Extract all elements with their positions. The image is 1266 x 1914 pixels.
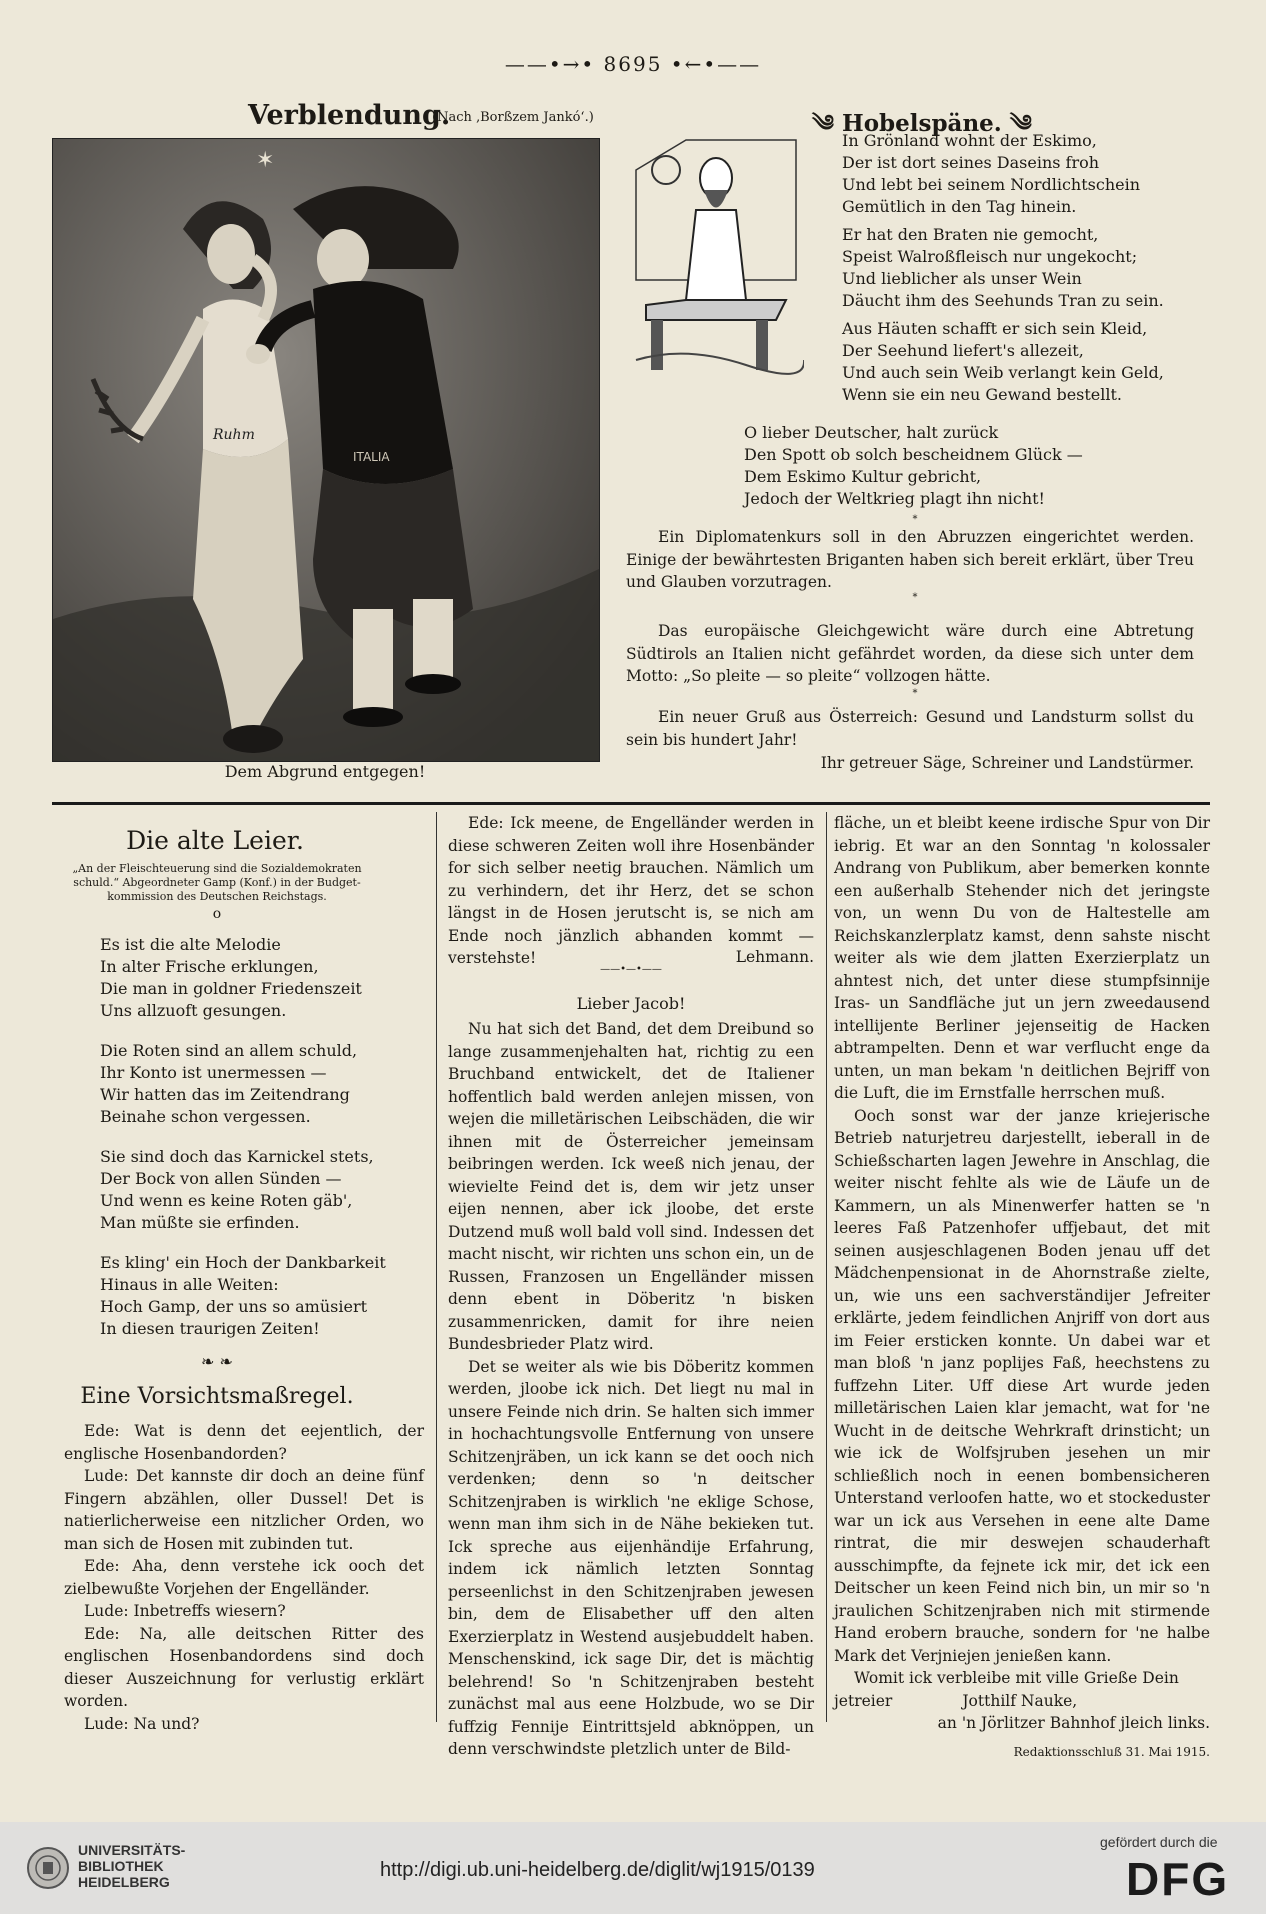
hobel-stanza-3	[842, 318, 1212, 406]
redaktionsschluss: Redaktionsschluß 31. Mai 1915.	[1013, 1744, 1210, 1759]
vorsicht-title: Eine Vorsichtsmaßregel.	[80, 1384, 354, 1409]
hobel-stanza-1	[842, 130, 1212, 218]
uni-line-2: BIBLIOTHEK	[78, 1858, 164, 1874]
dialogue-line: Ede: Aha, denn verstehe ick ooch det zielbewußte Vorjehen der Engelländer.	[64, 1557, 424, 1598]
dialogue-line: Lude: Na und?	[84, 1714, 200, 1733]
verse-line: Sie sind doch das Karnickel stets,	[100, 1147, 374, 1166]
uni-line-3: HEIDELBERG	[78, 1874, 170, 1890]
verse-line: Aus Häuten schafft er sich sein Kleid,	[842, 319, 1148, 338]
letter-paragraph: Ooch sonst war der janze kriejerische Betrieb naturjetreu darjestellt, ieberall in de Schießscharten lagen Jewehre in Anschlag, die weiter nischt fehlte als wie de Läufe un de Kammern, un als Minenwerfer hatten se 'n leeres Faß Patzenhofer uffjebaut, det mit seinen ausjeschlagenen Boden jenau uff det Mädchenpensionat in de Ahornstraße zielte, un, wie uns een sachverständijer Jefreiter erklärte, jedem feindlichen Anjriff von dort aus im Feier ersticken konnte. Un dabei war et man bloß 'n janz poplijes Faß, heechstens zu fuffzehn Liter. Uff diese Art wurde jeden milletärischen Laien klar jemacht, wat for 'ne Wucht in de deitsche Wehrkraft drinsticht; un wie ick de Wolfsjruben jesehen un mir schließlich noch in eenen bombensicheren Unterstand verloofen hatte, wo et stockeduster war un ick aus Versehen in eene alte Dame rintrat, die mir deswejen schauderhaft ausschimpfte, da fejnete ick mir, det ick een Deitscher un keen Feind nich bin, un mir so 'n jraulichen Schitzenjraben nich mit stirmende Hand erobern brauche, sondern for 'ne halbe Mark det Verjniejen jenießen kann.	[834, 1106, 1210, 1665]
vorsicht-author: Lehmann.	[735, 948, 814, 966]
leier-stanza-1	[100, 934, 380, 1022]
verse-line: In diesen traurigen Zeiten!	[100, 1319, 320, 1338]
letter-paragraph: Det se weiter als wie bis Döberitz kommen werden, jloobe ick nich. Det liegt nu mal in unsere Feinde nich drin. Se halten sich immer in hochachtungsvolle Entfernung von unsere Schitzenjräben, un ick kann se det ooch nich verdenken; denn so 'n deitscher Schitzenjraben is wirklich 'ne eklige Schose, wenn man ihm sich in de Nähe bekieken tut. Ick spreche aus eijenhändije Erfahrung, indem ick nämlich letzten Sonntag perseenlichst in den Schitzenjraben jewesen bin, dem de Elisabether uff den alten Exerzierplatz in Westend ausjebuddelt haben. Menschenskind, ick sage Dir, det is mächtig belehrend! So 'n Schitzenjraben besteht zunächst mal aus eene Holzbude, wo se Dir fuffzig Fennije Eintrittsjeld abknöppen, un denn verschwindste pletzlich unter de Bild-	[448, 1357, 814, 1758]
hobel-para-2: Das europäische Gleichgewicht wäre durch eine Abtretung Südtirols an Italien nicht gefährdet worden, da diese sich unter dem Motto: „So pleite — so pleite“ vollzogen hätte.	[626, 622, 1194, 685]
separator-star: *	[912, 592, 918, 603]
dialogue-line: Lude: Det kannste dir doch an deine fünf Fingern abzählen, oller Dussel! Det is natierlicherweise een nitzlicher Orden, wo man sich de Hosen mit zubinden tut.	[64, 1467, 424, 1553]
letter-address: an 'n Jörlitzer Bahnhof jleich links.	[937, 1714, 1210, 1732]
letter-paragraph: fläche, un et bleibt keene irdische Spur von Dir iebrig. Et war an den Sonntag 'n kolossaler Andrang von Publikum, aber bemerken konnte een außerhalb Stehender nich det jeringste von, un wenn Du von de Haltestelle am Reichskanzlerplatz kamst, denn sahste nischt weiter als wie dem jlatten Exerzierplatz un ahntest nich, det unter diese stumpfsinnije Iras- un Sandfläche jut un jern zweedausend intellijente Berliner jejenseitig de Hacken abtrampelten. Denn et war verflucht enge da unten, un man bekam 'n deitlichen Bejriff von die Luft, die im Ernstfalle herrschen muß.	[834, 814, 1210, 1102]
verse-line: In alter Frische erklungen,	[100, 957, 319, 976]
leier-stanza-2	[100, 1040, 380, 1128]
carpenter-vignette	[626, 130, 804, 380]
verse-line: In Grönland wohnt der Eskimo,	[842, 131, 1097, 150]
leier-epigraph: „An der Fleischteuerung sind die Sozialdemokraten schuld.“ Abgeordneter Gamp (Konf.) in der Budget-kommission des Deutschen Reichstags.	[72, 862, 362, 903]
leier-ornament: ❧ ❧	[201, 1352, 233, 1371]
verse-line: Uns allzuoft gesungen.	[100, 1001, 287, 1020]
column-rule-2	[826, 812, 827, 1722]
letter-paragraph: Nu hat sich det Band, det dem Dreibund so lange zusammenjehalten hat, richtig zu een Bruchband entwickelt, det de Italiener hoffentlich bald werden anlejen missen, von wejen die milletärischen Leibschäden, die wir ihnen mit de Österreicher jemeinsam beibringen werden. Ick weeß nich jenau, der wievielte Feind det is, dem wir jetz unser eijen nennen, aber ick jloobe, det erste Dutzend muß woll bald voll sind. Indessen det macht nischt, wir richten uns schon ein, un de Russen, Franzosen un Engelländer missen denn ebent in Döberitz 'n bisken zusammenricken, damit for ihre neien Bundesbrieder Platz wird.	[448, 1020, 814, 1353]
dialogue-line: Lude: Inbetreffs wiesern?	[84, 1602, 286, 1620]
ornament-left: ༄	[812, 110, 834, 137]
verse-line: Speist Walroßfleisch nur ungekocht;	[842, 247, 1138, 266]
verse-line: Es kling' ein Hoch der Dankbarkeit	[100, 1253, 386, 1272]
svg-text:✶: ✶	[256, 148, 275, 173]
verse-line: Gemütlich in den Tag hinein.	[842, 197, 1077, 216]
jetreier-word: jetreier	[834, 1691, 893, 1710]
separator-star: *	[912, 514, 918, 525]
cartoon-caption: Dem Abgrund entgegen!	[224, 762, 426, 781]
column-rule-1	[436, 812, 437, 1722]
university-library-logo[interactable]	[78, 1842, 185, 1890]
verse-line: O lieber Deutscher, halt zurück	[744, 423, 999, 442]
verse-line: Wenn sie ein neu Gewand bestellt.	[842, 385, 1123, 404]
section-separator: ——•—•——	[600, 964, 662, 975]
verse-line: Dem Eskimo Kultur gebricht,	[744, 467, 982, 486]
hobelspaene-title-text: Hobelspäne.	[841, 110, 1002, 137]
verse-line: Der ist dort seines Daseins froh	[842, 153, 1100, 172]
signature-name: Jotthilf Nauke,	[962, 1691, 1078, 1710]
cartoon-attribution: (Nach ‚Borßzem Jankó‘.)	[432, 110, 594, 125]
letter-signature	[834, 1690, 1210, 1713]
ornament-right: ༄	[1009, 110, 1032, 137]
page-number: ——•→• 8695 •←•——	[504, 52, 762, 76]
verse-line: Und wenn es keine Roten gäb',	[100, 1191, 353, 1210]
uni-line-1: UNIVERSITÄTS-	[78, 1842, 186, 1858]
dialogue-line: Ede: Wat is denn det eejentlich, der englische Hosenbandorden?	[64, 1422, 424, 1463]
verse-line: Und auch sein Weib verlangt kein Geld,	[842, 363, 1164, 382]
verse-line: Wir hatten das im Zeitendrang	[100, 1085, 350, 1104]
vorsicht-dialogue	[64, 1420, 424, 1735]
verse-line: Es ist die alte Melodie	[100, 935, 281, 954]
verse-line: Jedoch der Weltkrieg plagt ihn nicht!	[744, 489, 1045, 508]
cartoon-title: Verblendung.	[248, 100, 451, 131]
verse-line: Ihr Konto ist unermessen —	[100, 1063, 327, 1082]
letter-closing: Womit ick verbleibe mit ville Grieße Dein	[854, 1669, 1179, 1687]
verse-line: Und lieblicher als unser Wein	[842, 269, 1082, 288]
verse-line: Er hat den Braten nie gemocht,	[842, 225, 1099, 244]
verse-line: Und lebt bei seinem Nordlichtschein	[842, 175, 1141, 194]
jacob-col2	[448, 1018, 814, 1761]
dfg-logo[interactable]: DFG	[1126, 1853, 1230, 1905]
hobel-stanza-4	[744, 422, 1164, 510]
ruhm-label: Ruhm	[213, 427, 255, 443]
university-seal-icon	[26, 1846, 70, 1890]
verse-line: Hinaus in alle Weiten:	[100, 1275, 279, 1294]
hobel-signature: Ihr getreuer Säge, Schreiner und Landstürmer.	[820, 754, 1194, 772]
seal-graphic	[26, 1846, 70, 1890]
hobel-para-3: Ein neuer Gruß aus Österreich: Gesund und Landsturm sollst du sein bis hundert Jahr!	[626, 708, 1194, 749]
cartoon-drawing	[53, 139, 599, 761]
hobel-para-1: Ein Diplomatenkurs soll in den Abruzzen eingerichtet werden. Einige der bewährtesten Briganten haben sich bereit erklärt, über Treu und Glauben vorzutragen.	[626, 528, 1194, 591]
dialogue-line: Ede: Na, alle deitschen Ritter des englischen Hosenbandordens sind doch dieser Auszeichnung for verlustig erklärt worden.	[64, 1624, 424, 1710]
vorsicht-continuation: Ede: Ick meene, de Engelländer werden in diese schweren Zeiten woll ihre Hosenbänder for sich selber neetig brauchen. Nämlich um zu verhindern, det ihr Herz, det se schon längst in de Hosen jerutscht is, se nich am Ende noch jänzlich abhanden kommt — verstehste!	[448, 814, 814, 967]
verse-line: Die man in goldner Friedenszeit	[100, 979, 362, 998]
carpenter-drawing	[626, 130, 804, 380]
verse-line: Man müßte sie erfinden.	[100, 1213, 300, 1232]
verse-line: Däucht ihm des Seehunds Tran zu sein.	[842, 291, 1164, 310]
jacob-col3	[834, 812, 1210, 1763]
verse-line: Der Seehund liefert's allezeit,	[842, 341, 1084, 360]
leier-circle: o	[212, 906, 222, 922]
leier-stanza-4	[100, 1252, 386, 1340]
verse-line: Beinahe schon vergessen.	[100, 1107, 311, 1126]
italia-label: ITALIA	[353, 450, 390, 464]
verse-line: Den Spott ob solch bescheidnem Glück —	[744, 445, 1083, 464]
separator-star: *	[912, 688, 918, 699]
dfg-caption: gefördert durch die	[1100, 1834, 1218, 1850]
leier-stanza-3	[100, 1146, 380, 1234]
verse-line: Hoch Gamp, der uns so amüsiert	[100, 1297, 368, 1316]
leier-title: Die alte Leier.	[126, 826, 304, 855]
verse-line: Die Roten sind an allem schuld,	[100, 1041, 358, 1060]
hobel-stanza-2	[842, 224, 1212, 312]
cartoon-illustration	[52, 138, 600, 762]
horizontal-rule	[52, 802, 1210, 805]
source-url-link[interactable]: http://digi.ub.uni-heidelberg.de/diglit/wj1915/0139	[380, 1859, 815, 1881]
jacob-salutation: Lieber Jacob!	[576, 994, 686, 1013]
verse-line: Der Bock von allen Sünden —	[100, 1169, 342, 1188]
